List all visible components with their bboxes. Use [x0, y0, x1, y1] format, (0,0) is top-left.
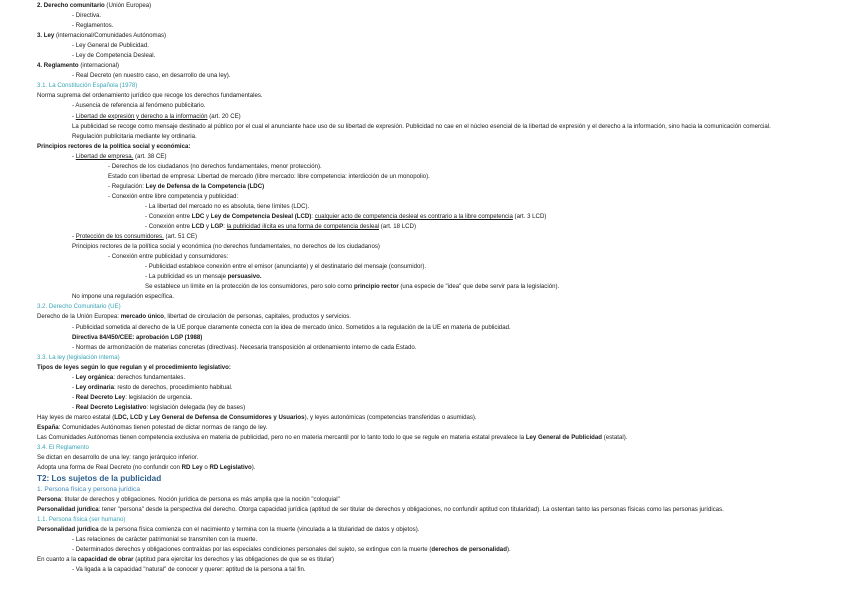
text-run: (art. 3 LCD)	[512, 212, 547, 220]
text-line	[0, 323, 848, 333]
bold-text: Reglamento	[43, 62, 79, 70]
text-run: - Publicidad sometida al derecho de la UE porque claramente conecta con la idea de mercado único. Sometidos a la regulación de la UE en materia de publicidad.	[72, 323, 511, 331]
text-line	[0, 453, 848, 463]
text-run: : legislación delegada (ley de bases)	[146, 403, 246, 411]
subsection-heading	[0, 515, 848, 525]
section-heading	[0, 473, 848, 485]
subsection-heading	[0, 302, 848, 312]
text-line	[0, 373, 848, 383]
text-line	[0, 363, 848, 373]
text-run: Se dictan en desarrollo de una ley: rango jerárquico inferior.	[37, 454, 199, 462]
text-run: de la persona física comienza con el nacimiento y termina con la muerte (vinculada a la titularidad de datos y objetos).	[98, 525, 420, 533]
text-line	[0, 31, 848, 41]
text-line	[0, 192, 848, 202]
text-line	[0, 232, 848, 242]
text-run: : derechos fundamentales.	[113, 373, 186, 381]
text-line	[0, 333, 848, 343]
bold-text: derechos de personalidad	[431, 545, 507, 553]
text-line	[0, 182, 848, 192]
text-line	[0, 122, 848, 132]
text-run: ).	[251, 464, 256, 472]
bold-text: RD Ley	[181, 464, 203, 472]
text-run: ).	[506, 545, 511, 553]
text-run: (Unión Europea)	[104, 2, 152, 9]
bold-text: Ley General de Publicidad	[525, 434, 603, 442]
bold-text: RD Legislativo	[209, 464, 252, 472]
text-run: - Publicidad establece conexión entre el emisor (anunciante) y el destinatario del mensaje (consumidor).	[145, 263, 427, 271]
text-run: 1.1. Persona física (ser humano)	[37, 515, 126, 523]
underlined-text: Protección de los consumidores.	[75, 233, 164, 241]
underlined-text: Libertad de expresión y derecho a la información	[75, 112, 208, 120]
text-run: -	[72, 393, 76, 401]
text-run: : legislación de urgencia.	[125, 393, 193, 401]
text-line	[0, 463, 848, 473]
text-run: - Normas de armonización de materias concretas (directivas). Necesaria transposición al ordenamiento interno de cada Estado.	[72, 343, 417, 351]
text-run: T2: Los sujetos de la publicidad	[37, 474, 162, 484]
text-line	[0, 525, 848, 535]
bold-text: capacidad de obrar	[77, 556, 134, 564]
text-run: - Regulación:	[108, 182, 146, 190]
text-line	[0, 505, 848, 515]
text-line	[0, 21, 848, 31]
text-run: En cuanto a la	[37, 556, 78, 564]
subsection-heading	[0, 485, 848, 495]
text-line	[0, 101, 848, 111]
text-run: -	[72, 152, 76, 160]
bold-text: Real Decreto Legislativo	[75, 403, 147, 411]
text-run: - Conexión entre libre competencia y publicidad:	[108, 192, 239, 200]
text-run: - Conexión entre	[145, 212, 192, 220]
text-run: (art. 51 CE)	[163, 233, 197, 241]
text-line	[0, 383, 848, 393]
text-run: , libertad de circulación de personas, capitales, productos y servicios.	[164, 313, 352, 321]
text-line	[0, 423, 848, 433]
bold-text: España	[37, 423, 59, 431]
text-run: - Determinados derechos y obligaciones contraídas por las especiales condiciones personales del sujeto, se extingue con la muerte (	[72, 545, 432, 553]
text-run: : tener "persona" desde la perspectiva del derecho. Otorga capacidad jurídica (aptitud de ser titular de derechos y obligaciones, no confundir aptitud con titularidad). La ostentan tanto las personas físicas como las personas jurídicas.	[98, 505, 724, 513]
text-run: - Conexión entre	[145, 223, 192, 231]
text-run: Hay leyes de marco estatal (	[37, 413, 115, 421]
text-line	[0, 162, 848, 172]
text-run: 3.2. Derecho Comunitario (UE)	[37, 303, 121, 311]
text-run: - Reglamentos.	[72, 22, 114, 30]
text-run: - Directiva.	[72, 12, 102, 20]
bold-text: Persona	[37, 495, 62, 503]
text-run: - Va ligada a la capacidad "natural" de conocer y querer: aptitud de la persona a tal fin.	[72, 566, 306, 574]
text-run: - Real Decreto (en nuestro caso, en desarrollo de una ley).	[72, 72, 231, 80]
text-run: (art. 20 CE)	[207, 112, 241, 120]
text-run: - Conexión entre publicidad y consumidores:	[108, 253, 229, 261]
text-line	[0, 202, 848, 212]
text-line	[0, 262, 848, 272]
text-line	[0, 393, 848, 403]
bold-text: Ley de Defensa de la Competencia (LDC)	[145, 182, 265, 190]
text-run: -	[72, 112, 76, 120]
text-run: : titular de derechos y obligaciones. Noción jurídica de persona es más amplia que la noción "coloquial"	[61, 495, 340, 503]
text-line	[0, 112, 848, 122]
text-run: - Derechos de los ciudadanos (no derechos fundamentales, menor protección).	[108, 162, 322, 170]
text-line	[0, 11, 848, 21]
bold-text: 3.	[37, 32, 44, 40]
bold-text: Principios rectores de la política social y económica:	[37, 142, 191, 150]
bold-text: Derecho comunitario	[43, 2, 105, 9]
text-run: o	[202, 464, 210, 472]
text-run: Derecho de la Unión Europea:	[37, 313, 121, 321]
text-line	[0, 172, 848, 182]
text-run: 3.4. El Reglamento	[37, 444, 89, 452]
bold-text: LGP	[210, 223, 224, 231]
bold-text: Ley	[43, 32, 55, 40]
text-line	[0, 1, 848, 11]
text-line	[0, 91, 848, 101]
text-line	[0, 433, 848, 443]
text-run: No impone una regulación específica.	[72, 293, 174, 301]
text-run: 3.1. La Constitución Española (1978)	[37, 82, 138, 90]
bold-text: Tipos de leyes según lo que regulan y el procedimiento legislativo:	[37, 363, 231, 371]
text-run: (art. 18 LCD)	[379, 223, 416, 231]
text-line	[0, 142, 848, 152]
text-run: Regulación publicitaria mediante ley ordinaria.	[72, 132, 197, 140]
text-run: 3.3. La ley (legislación interna)	[37, 353, 120, 361]
text-run: y	[204, 223, 211, 231]
text-run: (internacional/Comunidades Autónomas)	[54, 32, 167, 40]
text-line	[0, 252, 848, 262]
bold-text: Ley ordinaria	[75, 383, 115, 391]
text-run: Norma suprema del ordenamiento jurídico que recoge los derechos fundamentales.	[37, 92, 263, 100]
text-run: -	[72, 373, 76, 381]
bold-text: mercado único	[120, 313, 165, 321]
text-run: 1. Persona física y persona jurídica	[37, 485, 140, 493]
text-run: (art. 38 CE)	[133, 152, 167, 160]
bold-text: Real Decreto Ley	[75, 393, 126, 401]
text-line	[0, 535, 848, 545]
text-line	[0, 51, 848, 61]
text-line	[0, 222, 848, 232]
text-line	[0, 61, 848, 71]
text-run: Estado con libertad de empresa: Libertad de mercado (libre mercado: libre competencia: interdicción de un monopolio).	[108, 172, 430, 180]
text-line	[0, 565, 848, 575]
bold-text: Personalidad jurídica	[37, 505, 99, 513]
subsection-heading	[0, 81, 848, 91]
text-run: :	[223, 223, 227, 231]
text-line	[0, 132, 848, 142]
text-run: : resto de derechos, procedimiento habitual.	[114, 383, 233, 391]
bold-text: persuasivo.	[227, 273, 262, 281]
text-line	[0, 71, 848, 81]
bold-text: LCD	[191, 223, 205, 231]
text-line	[0, 343, 848, 353]
text-run: ), y leyes autonómicas (competencias transferidas o asumidas).	[304, 413, 477, 421]
text-run: La publicidad se recoge como mensaje destinado al público por el cual el anunciante hace uso de su libertad de expresión. Publicidad no cae en el núcleo esencial de la libertad de expresión y el derecho a la información, sino hacia la comunicación comercial.	[72, 122, 771, 130]
text-line	[0, 312, 848, 322]
text-line	[0, 413, 848, 423]
text-run: - Ley de Competencia Desleal.	[72, 52, 156, 60]
text-run: :	[311, 212, 315, 220]
text-run: - La libertad del mercado no es absoluta, tiene límites (LDC).	[145, 202, 310, 210]
bold-text: LDC, LCD y Ley General de Defensa de Consumidores y Usuarios	[114, 413, 305, 421]
text-run: - Ausencia de referencia al fenómeno publicitario.	[72, 102, 206, 110]
text-line	[0, 282, 848, 292]
text-line	[0, 272, 848, 282]
text-run: (internacional)	[78, 62, 119, 70]
text-run: Adopta una forma de Real Decreto (no confundir con	[37, 464, 182, 472]
text-run: - Las relaciones de carácter patrimonial se transmiten con la muerte.	[72, 535, 258, 543]
text-line	[0, 212, 848, 222]
text-run: (una especie de "idea" que debe servir para la legislación).	[398, 283, 560, 291]
subsection-heading	[0, 443, 848, 453]
bold-text: 2.	[37, 2, 44, 9]
text-line	[0, 152, 848, 162]
text-run: : Comunidades Autónomas tienen potestad de dictar normas de rango de ley.	[58, 423, 268, 431]
text-run: Las Comunidades Autónomas tienen competencia exclusiva en materia de publicidad, pero no en materia mercantil por lo tanto todo lo que se regule en materia estatal prevalece la	[37, 434, 526, 442]
bold-text: principio rector	[354, 283, 399, 291]
text-line	[0, 242, 848, 252]
bold-text: LDC	[191, 212, 205, 220]
text-run: - Ley General de Publicidad.	[72, 42, 149, 50]
text-run: (estatal).	[602, 434, 628, 442]
underlined-text: Libertad de empresa.	[75, 152, 134, 160]
text-line	[0, 495, 848, 505]
bold-text: 4.	[37, 62, 44, 70]
underlined-text: la publicidad ilícita es una forma de competencia desleal	[226, 223, 380, 231]
text-line	[0, 555, 848, 565]
text-line	[0, 403, 848, 413]
text-run: -	[72, 403, 76, 411]
text-run: y	[204, 212, 211, 220]
text-line	[0, 292, 848, 302]
bold-text: Personalidad jurídica	[37, 525, 99, 533]
text-run: -	[72, 233, 76, 241]
text-run: - La publicidad es un mensaje	[145, 273, 228, 281]
subsection-heading	[0, 353, 848, 363]
bold-text: Ley orgánica	[75, 373, 114, 381]
bold-text: Ley de Competencia Desleal (LCD)	[210, 212, 312, 220]
text-line	[0, 545, 848, 555]
text-run: Principios rectores de la política social y económica (no derechos fundamentales, no derechos de los ciudadanos)	[72, 243, 380, 251]
text-run: -	[72, 383, 76, 391]
text-line	[0, 41, 848, 51]
bold-text: Directiva 84/450/CEE: aprobación LGP (1988)	[72, 333, 203, 341]
text-run: (aptitud para ejercitar los derechos y las obligaciones de que se es titular)	[133, 556, 335, 564]
text-run: Se establece un límite en la protección de los consumidores, pero solo como	[145, 283, 354, 291]
underlined-text: cualquier acto de competencia desleal es contrario a la libre competencia	[314, 212, 513, 220]
